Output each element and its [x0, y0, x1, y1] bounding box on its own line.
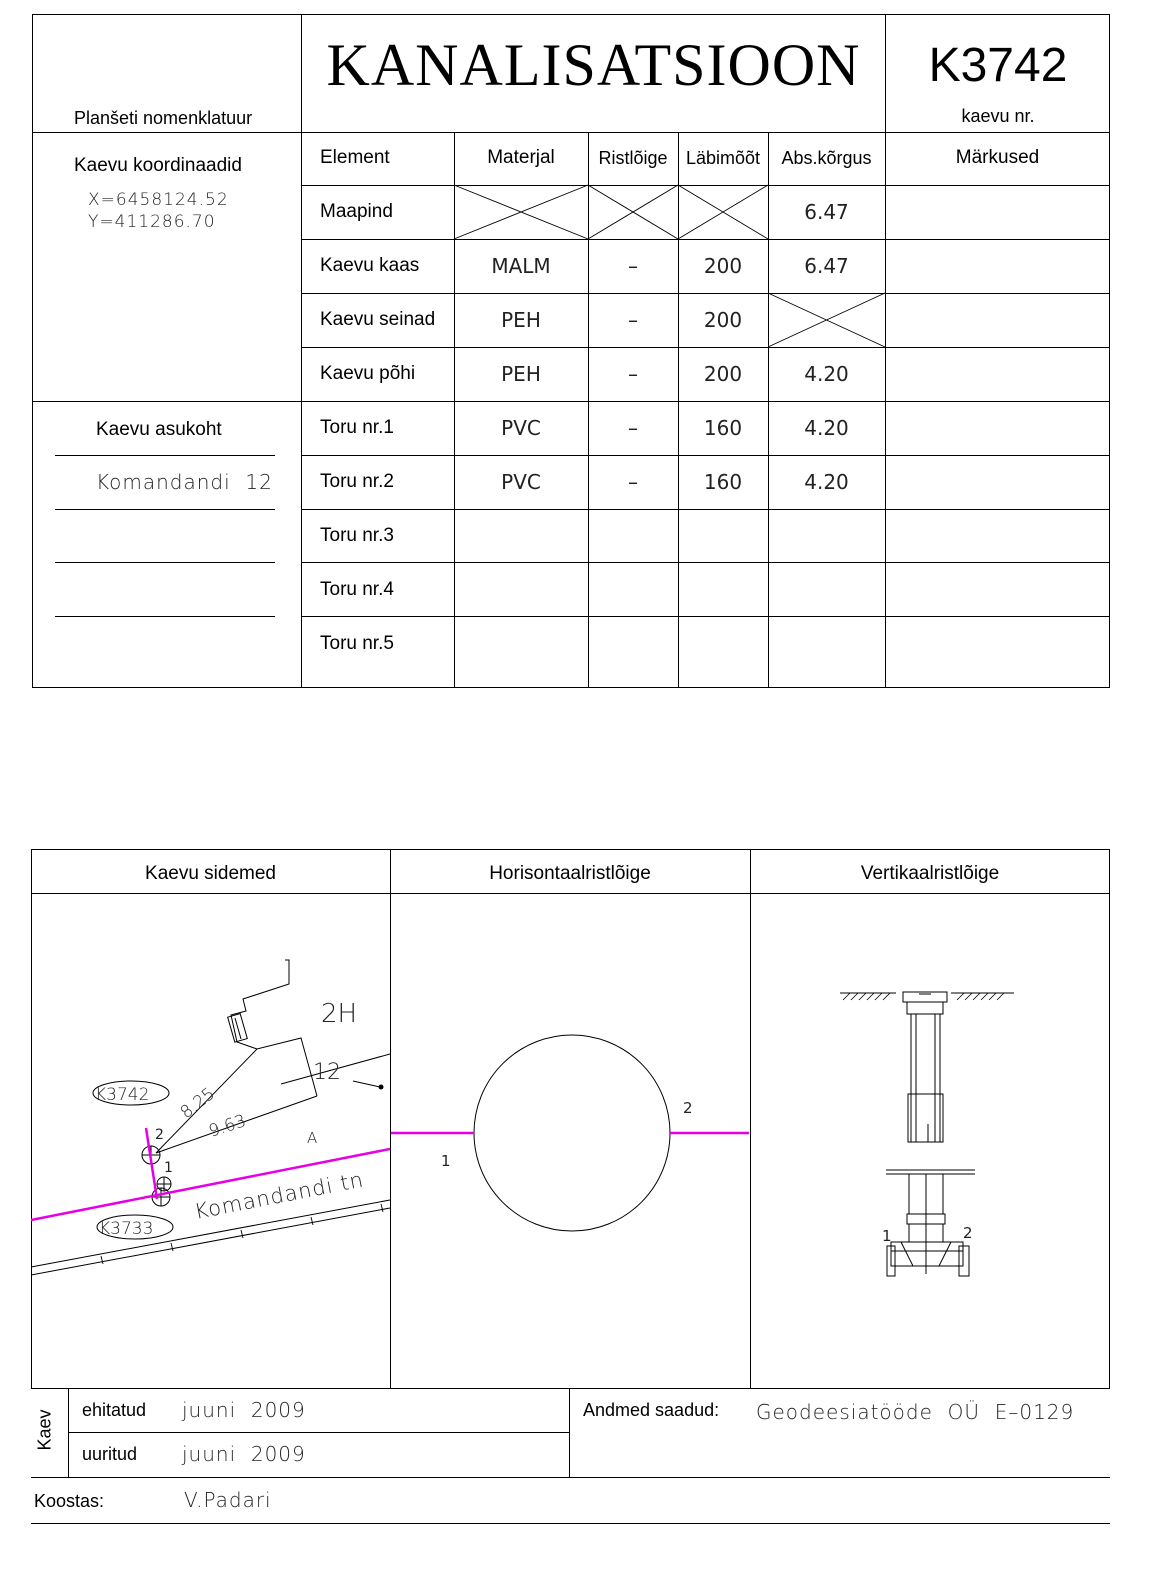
- author-label: Koostas:: [34, 1491, 105, 1511]
- source-value: Geodeesiatööde OÜ E–0129: [756, 1400, 1075, 1424]
- row-element: Maapind: [320, 201, 393, 222]
- row-elevation: 6.47: [804, 200, 849, 224]
- row-diameter: 160: [703, 470, 743, 494]
- row-element: Toru nr.4: [320, 579, 394, 600]
- well-number-label: kaevu nr.: [961, 106, 1035, 126]
- row-element: Toru nr.3: [320, 525, 394, 546]
- row-elevation: 6.47: [804, 254, 849, 278]
- plan-nomenclature-label: Planšeti nomenklatuur: [74, 108, 253, 128]
- source-label: Andmed saadud:: [583, 1400, 720, 1420]
- built-value: juuni 2009: [182, 1398, 306, 1422]
- built-label: ehitatud: [82, 1400, 147, 1420]
- row-element: Toru nr.5: [320, 633, 394, 654]
- row-elevation: 4.20: [804, 416, 849, 440]
- header-notes: Märkused: [955, 147, 1040, 168]
- row-elevation: 4.20: [804, 470, 849, 494]
- well-circle: [474, 1035, 670, 1231]
- telescopic-section: [908, 1094, 943, 1142]
- well-number: K3742: [928, 39, 1068, 92]
- map-area-label: A: [307, 1129, 318, 1147]
- vertical-section: [751, 894, 1109, 1388]
- header-elevation: Abs.kõrgus: [781, 148, 872, 168]
- row-material: PEH: [501, 362, 541, 386]
- horizontal-section: [391, 894, 749, 1388]
- map-building-label: 2H: [321, 999, 358, 1029]
- panel-title-horizontal: Horisontaalristlõige: [489, 863, 651, 884]
- header-element: Element: [320, 147, 390, 168]
- map-well-tag: K3742: [95, 1085, 150, 1105]
- row-elevation: 4.20: [804, 362, 849, 386]
- row-cross-section: –: [628, 308, 638, 332]
- header-material: Materjal: [487, 147, 555, 168]
- map-other-well-tag: K3733: [99, 1219, 154, 1239]
- row-diameter: 160: [703, 416, 743, 440]
- map-distance-2: 9.63: [206, 1111, 249, 1142]
- row-element: Kaevu kaas: [320, 255, 420, 276]
- header-diameter: Läbimõõt: [685, 148, 761, 168]
- header-cross-section: Ristlõige: [598, 148, 668, 168]
- horizontal-pipe-2-label: 2: [683, 1099, 693, 1117]
- panel-title-vertical: Vertikaalristlõige: [860, 863, 1000, 884]
- row-cross-section: –: [628, 470, 638, 494]
- row-cross-section: –: [628, 362, 638, 386]
- crossed-cells: [0, 0, 1165, 700]
- row-element: Kaevu põhi: [320, 363, 416, 384]
- row-element: Kaevu seinad: [320, 309, 436, 330]
- coordinate-y: Y=411286.70: [88, 212, 216, 232]
- coordinate-x: X=6458124.52: [88, 190, 229, 210]
- map-distance-1: 8.25: [176, 1083, 219, 1123]
- map-pipe-1: 1: [164, 1160, 173, 1176]
- location-line-1: Komandandi 12: [96, 470, 273, 494]
- row-diameter: 200: [703, 308, 743, 332]
- row-material: PEH: [501, 308, 541, 332]
- coordinates-label: Kaevu koordinaadid: [74, 155, 242, 176]
- vertical-pipe-2-label: 2: [963, 1224, 973, 1242]
- row-element: Toru nr.2: [320, 471, 394, 492]
- row-cross-section: –: [628, 416, 638, 440]
- surveyed-value: juuni 2009: [182, 1442, 306, 1466]
- row-material: PVC: [501, 470, 541, 494]
- row-material: MALM: [491, 254, 551, 278]
- row-material: PVC: [501, 416, 541, 440]
- vertical-pipe-1-label: 1: [882, 1227, 892, 1245]
- location-label: Kaevu asukoht: [96, 419, 222, 440]
- row-diameter: 200: [703, 254, 743, 278]
- page-title: KANALISATSIOON: [326, 32, 861, 98]
- map-house-number: 12: [313, 1060, 341, 1085]
- site-map: [31, 894, 390, 1388]
- row-element: Toru nr.1: [320, 417, 394, 438]
- map-pipe-2: 2: [155, 1127, 164, 1143]
- panel-title-ties: Kaevu sidemed: [145, 863, 276, 884]
- row-cross-section: –: [628, 254, 638, 278]
- pipe-fitting: [891, 1242, 963, 1266]
- horizontal-pipe-1-label: 1: [441, 1152, 451, 1170]
- surveyed-label: uuritud: [82, 1444, 138, 1464]
- map-street-label: Komandandi tn: [192, 1167, 366, 1224]
- author-value: V.Padari: [184, 1488, 272, 1512]
- footer-side-label: Kaev: [34, 1409, 55, 1451]
- row-diameter: 200: [703, 362, 743, 386]
